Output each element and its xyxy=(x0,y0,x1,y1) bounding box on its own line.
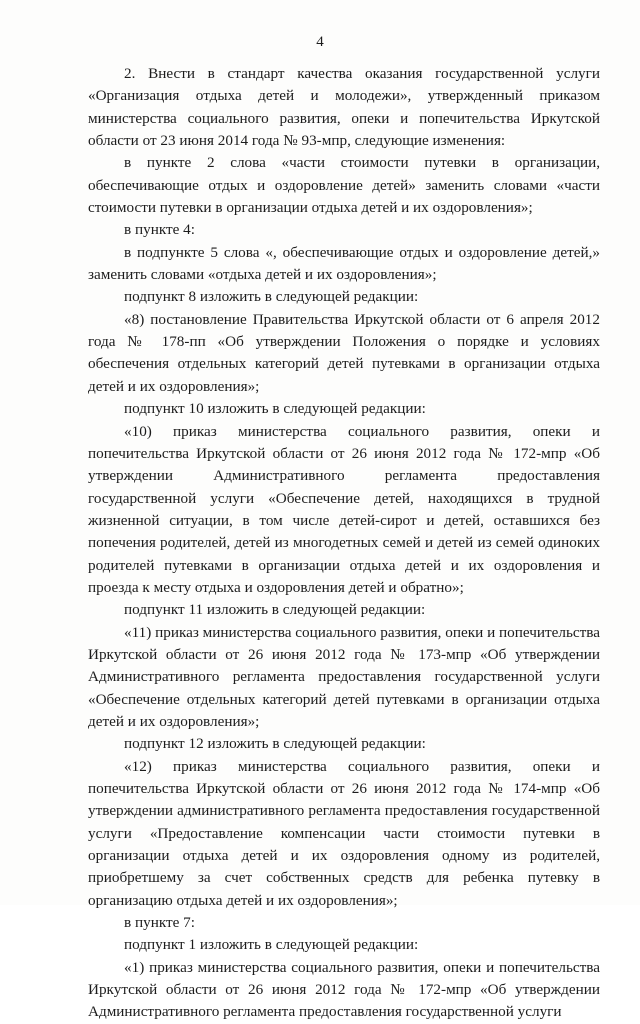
paragraph-subclause-12-heading: подпункт 12 изложить в следующей редакции: xyxy=(124,735,426,753)
paragraph-subclause-8-text: «8) постановление Правительства Иркутской области от 6 апреля 2012 года № 178-пп «Об утверждении Положения о порядке и условиях обеспечения отдельных категорий детей путевками в организации отдыха детей и их оздоровления»; xyxy=(88,310,600,395)
paragraph-subclause-1-text: «1) приказ министерства социального развития, опеки и попечительства Иркутской области от 26 июня 2012 года № 172-мпр «Об утверждении Административного регламента предоставления государственной услуги xyxy=(88,958,600,1021)
paragraph-subclause-8-heading: подпункт 8 изложить в следующей редакции: xyxy=(124,288,419,306)
paragraph-subclause-12-text: «12) приказ министерства социального развития, опеки и попечительства Иркутской области от 26 июня 2012 года № 174-мпр «Об утверждении административного регламента предоставления государственной услуги «Предоставление компенсации части стоимости путевки в организации отдыха детей и их оздоровления одному из родителей, приобретшему за счет собственных средств для ребенка путевку в организацию отдыха детей и их оздоровления»; xyxy=(88,757,600,909)
document-body xyxy=(88,63,600,1024)
paragraph-subclause-10-text: «10) приказ министерства социального развития, опеки и попечительства Иркутской области от 26 июня 2012 года № 172-мпр «Об утверждении Административного регламента предоставления государственной услуги «Обеспечение детей, находящихся в трудной жизненной ситуации, в том числе детей-сирот и детей, оставшихся без попечения родителей, детей из многодетных семей и детей из семей одиноких родителей путевками в организации отдыха детей и их оздоровления и проезда к месту отдыха и оздоровления детей и обратно»; xyxy=(88,422,600,596)
page-number: 4 xyxy=(316,34,324,50)
paragraph-clause-4-heading: в пункте 4: xyxy=(124,221,195,239)
paragraph-clause-2: в пункте 2 слова «части стоимости путевки в организации, обеспечивающие отдых и оздоровление детей» заменить словами «части стоимости путевки в организации отдыха детей и их оздоровления»; xyxy=(88,154,600,217)
paragraph-subclause-1-heading: подпункт 1 изложить в следующей редакции: xyxy=(124,936,419,954)
paragraph-subclause-10-heading: подпункт 10 изложить в следующей редакции: xyxy=(124,400,426,418)
paragraph-subclause-11-text: «11) приказ министерства социального развития, опеки и попечительства Иркутской области от 26 июня 2012 года № 173-мпр «Об утверждении Административного регламента предоставления государственной услуги «Обеспечение отдельных категорий детей путевками в организации отдыха детей и их оздоровления»; xyxy=(88,623,600,730)
paragraph-clause-7-heading: в пункте 7: xyxy=(124,914,195,932)
paragraph-item-2: 2. Внести в стандарт качества оказания государственной услуги «Организация отдыха детей и молодежи», утвержденный приказом министерства социального развития, опеки и попечительства Иркутской области от 23 июня 2014 года № 93-мпр, следующие изменения: xyxy=(88,65,600,150)
paragraph-subclause-11-heading: подпункт 11 изложить в следующей редакции: xyxy=(124,601,426,619)
paragraph-subclause-5: в подпункте 5 слова «, обеспечивающие отдых и оздоровление детей,» заменить словами «отдыха детей и их оздоровления»; xyxy=(88,243,600,284)
